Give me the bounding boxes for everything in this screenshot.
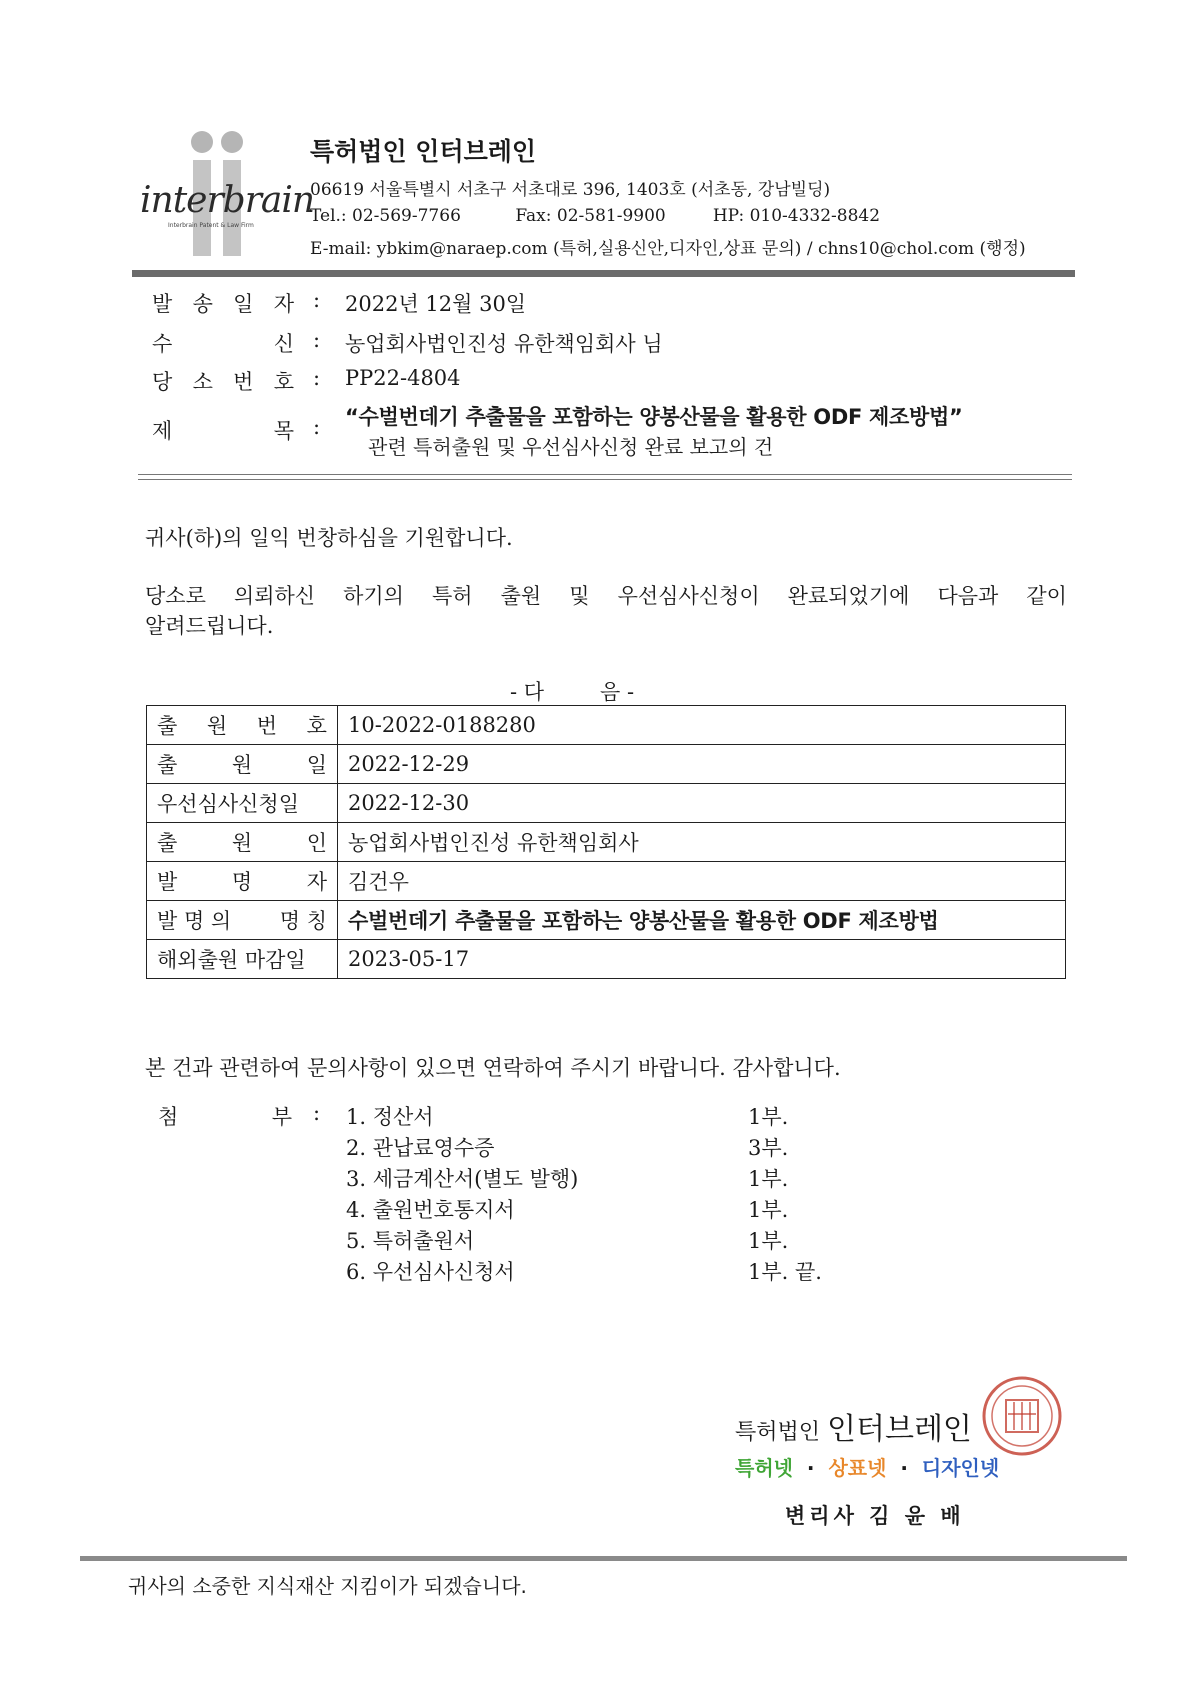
brand-trademark: 상표넷 — [828, 1456, 887, 1480]
fax-number: Fax: 02-581-9900 — [515, 206, 666, 226]
body-paragraph-line2: 알려드립니다. — [145, 614, 274, 638]
sent-date-value: 2022년 12월 30일 — [345, 292, 527, 316]
firm-address: 06619 서울특별시 서초구 서초대로 396, 1403호 (서초동, 강남빌딩) — [310, 180, 831, 200]
attachment-copies: 1부. — [748, 1167, 789, 1191]
attachment-item: 6. 우선심사신청서 — [346, 1260, 515, 1284]
footer-divider — [80, 1556, 1127, 1561]
row-label: 출 원 인 — [147, 823, 338, 862]
recipient-value: 농업회사법인진성 유한책임회사 님 — [345, 332, 663, 356]
hp-number: HP: 010-4332-8842 — [712, 206, 881, 226]
footer-slogan: 귀사의 소중한 지식재산 지킴이가 되겠습니다. — [128, 1574, 527, 1598]
signature-brands: 특허넷 · 상표넷 · 디자인넷 — [735, 1456, 1000, 1480]
row-label: 발 명 의 명 칭 — [147, 901, 338, 940]
row-value: 수벌번데기 추출물을 포함하는 양봉산물을 활용한 ODF 제조방법 — [338, 901, 1066, 940]
attachment-item: 1. 정산서 — [346, 1105, 434, 1129]
section-title: - 다 음 - — [510, 680, 635, 704]
ref-label: 당 소 번 호 — [152, 370, 294, 394]
logo-subtitle: Interbrain Patent & Law Firm — [168, 222, 254, 229]
firm-email: E-mail: ybkim@naraep.com (특허,실용신안,디자인,상표 문의) / chns10@chol.com (행정) — [310, 239, 1026, 259]
row-value: 10-2022-0188280 — [338, 706, 1066, 745]
table-row — [147, 901, 1066, 940]
colon: : — [313, 328, 321, 352]
subject-subtitle: 관련 특허출원 및 우선심사신청 완료 보고의 건 — [368, 435, 774, 459]
signature-firm: 특허법인 인터브레인 — [735, 1412, 972, 1447]
official-seal-icon — [980, 1374, 1064, 1458]
table-row — [147, 862, 1066, 901]
attachment-item: 4. 출원번호통지서 — [346, 1198, 515, 1222]
brand-patent: 특허넷 — [735, 1456, 793, 1480]
row-value: 2022-12-30 — [338, 784, 1066, 823]
brand-design: 디자인넷 — [921, 1456, 1000, 1480]
attachment-item: 3. 세금계산서(별도 발행) — [346, 1167, 579, 1191]
table-row — [147, 823, 1066, 862]
table-row — [147, 940, 1066, 979]
firm-contacts — [310, 206, 880, 226]
row-value: 농업회사법인진성 유한책임회사 — [338, 823, 1066, 862]
tel-number: Tel.: 02-569-7766 — [310, 206, 461, 226]
attachment-copies: 1부. — [748, 1229, 789, 1253]
colon: : — [313, 288, 321, 312]
greeting: 귀사(하)의 일익 번창하심을 기원합니다. — [145, 526, 513, 550]
colon: : — [313, 366, 321, 390]
table-row — [147, 745, 1066, 784]
attachment-copies: 1부. 끝. — [748, 1260, 822, 1284]
row-value: 2023-05-17 — [338, 940, 1066, 979]
firm-logo — [140, 128, 315, 258]
logo-wordmark: interbrain — [140, 180, 315, 221]
body-paragraph-line1: 당소로 의뢰하신 하기의 특허 출원 및 우선심사신청이 완료되었기에 다음과 같이 — [145, 584, 1067, 608]
colon: : — [313, 1101, 321, 1125]
row-value: 김건우 — [338, 862, 1066, 901]
subject-label: 제 목 — [152, 419, 294, 443]
row-label: 우선심사신청일 — [147, 784, 338, 823]
application-details-table — [146, 705, 1066, 979]
row-label: 발 명 자 — [147, 862, 338, 901]
attachment-copies: 1부. — [748, 1105, 789, 1129]
header-divider — [132, 270, 1075, 277]
attorney-name: 변리사 김 윤 배 — [785, 1504, 965, 1528]
ref-value: PP22-4804 — [345, 366, 461, 390]
attachments-label: 첨 부 — [158, 1105, 292, 1129]
colon: : — [313, 415, 321, 439]
row-label: 출 원 일 — [147, 745, 338, 784]
closing-text: 본 건과 관련하여 문의사항이 있으면 연락하여 주시기 바랍니다. 감사합니다. — [145, 1056, 841, 1080]
meta-divider — [138, 474, 1072, 480]
sent-date-label: 발 송 일 자 — [152, 292, 294, 316]
row-label: 해외출원 마감일 — [147, 940, 338, 979]
firm-name: 특허법인 인터브레인 — [310, 137, 537, 166]
subject-title: “수벌번데기 추출물을 포함하는 양봉산물을 활용한 ODF 제조방법” — [345, 405, 963, 429]
attachment-item: 5. 특허출원서 — [346, 1229, 475, 1253]
row-label: 출 원 번 호 — [147, 706, 338, 745]
attachment-copies: 1부. — [748, 1198, 789, 1222]
row-value: 2022-12-29 — [338, 745, 1066, 784]
attachment-copies: 3부. — [748, 1136, 789, 1160]
attachment-item: 2. 관납료영수증 — [346, 1136, 495, 1160]
recipient-label: 수 신 — [152, 332, 294, 356]
table-row — [147, 784, 1066, 823]
table-row — [147, 706, 1066, 745]
